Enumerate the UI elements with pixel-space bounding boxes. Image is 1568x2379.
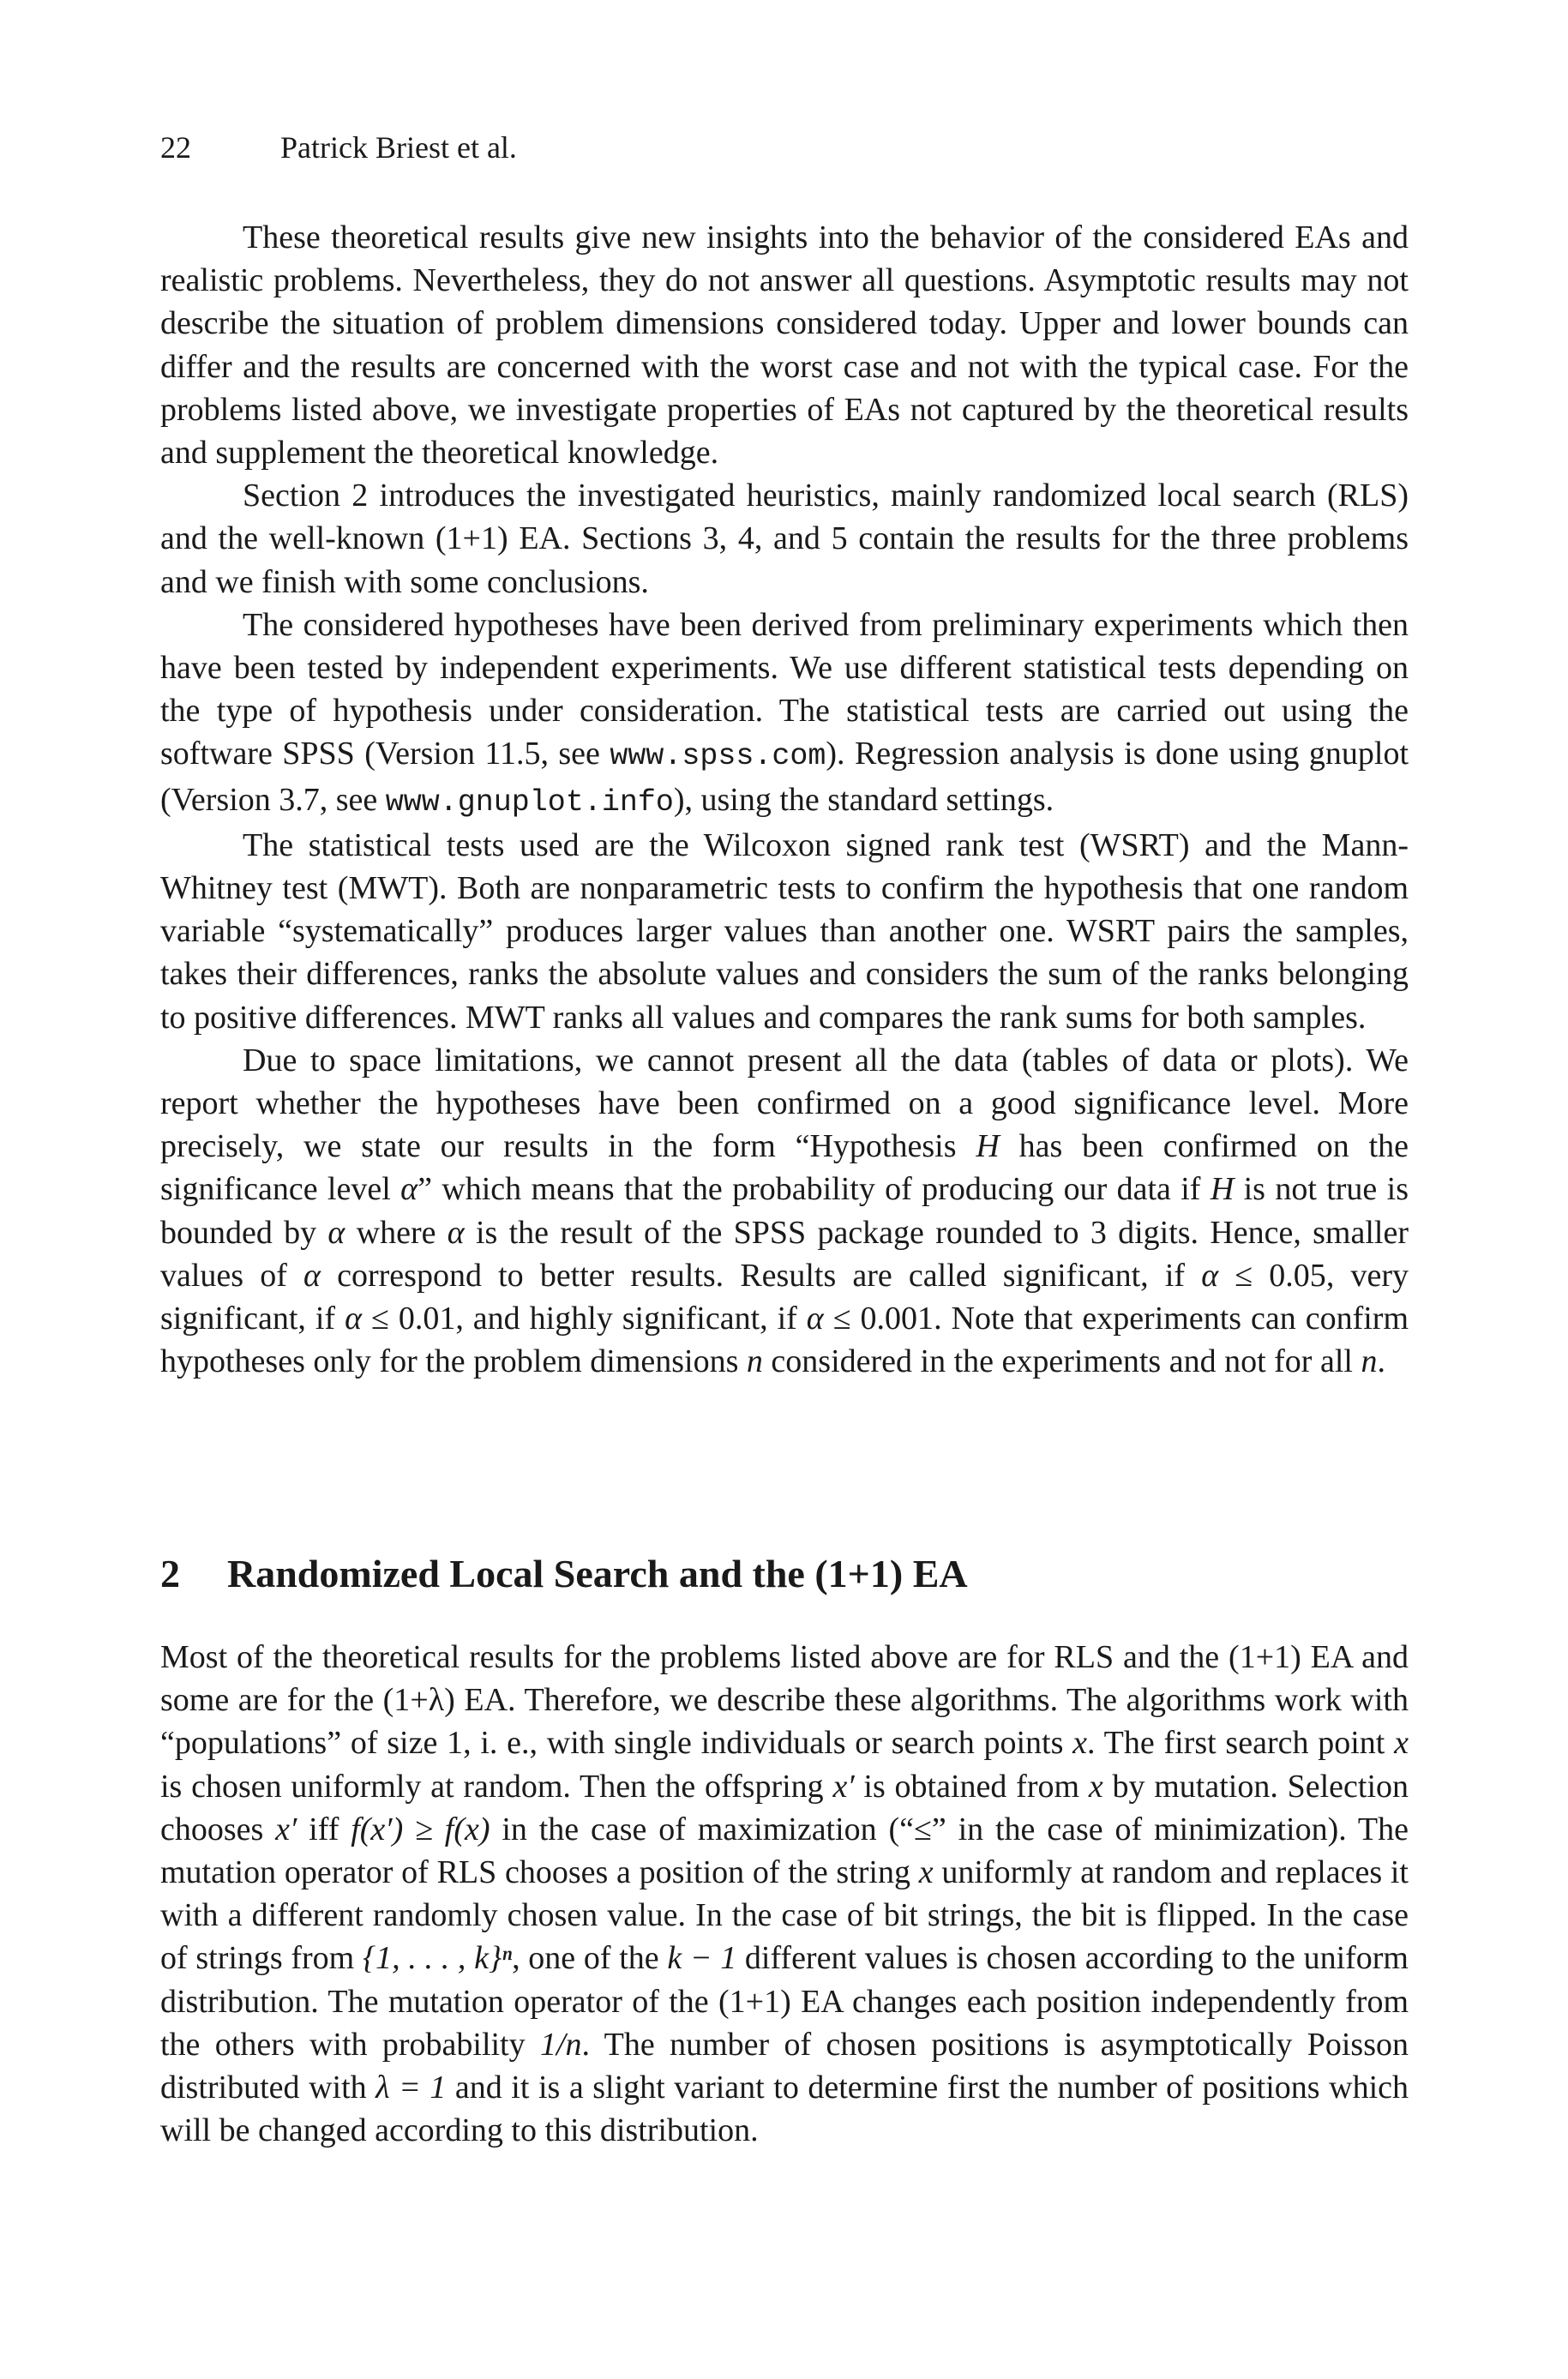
math-n: n xyxy=(1361,1343,1378,1380)
text-span: in the case of maximization (“≤” in the case of minimization). The mutation operator of RLS chooses a position of the string xyxy=(160,1811,1409,1891)
link-spss[interactable]: www.spss.com xyxy=(610,739,826,774)
text-span: different values is chosen according to the uniform distribution. The mutation operator of the (1+1) EA changes each position independently from the others with probability xyxy=(160,1940,1409,2063)
intro-body xyxy=(160,216,1409,1383)
text-span: . The first search point xyxy=(1087,1725,1395,1762)
math-H: H xyxy=(976,1128,1000,1165)
text-span: and it is a slight variant to determine first the number of positions which will be changed according to this distribution. xyxy=(160,2070,1409,2149)
text-span: ). Regression analysis is done using gnuplot (Version 3.7, see xyxy=(160,736,1409,818)
running-head-authors: Patrick Briest et al. xyxy=(280,130,517,165)
text-span: considered in the experiments and not for all xyxy=(762,1343,1361,1380)
text-span: is not true is bounded by xyxy=(160,1171,1409,1251)
text-span: has been confirmed on the significance level xyxy=(160,1128,1409,1208)
math-k-minus-1: k − 1 xyxy=(667,1940,737,1977)
text-span: . xyxy=(1377,1343,1385,1380)
text-span: is chosen uniformly at random. Then the offspring xyxy=(160,1768,833,1805)
math-condition: ≤ 0.01 xyxy=(362,1301,456,1337)
section-number: 2 xyxy=(160,1552,180,1595)
paragraph-tools xyxy=(160,604,1409,824)
text-span: The considered hypotheses have been derived from preliminary experiments which then have been tested by independent experiments. We use different statistical tests depending on the type of hypothesis under consideration. The statistical tests are carried out using the software SPSS (Version 11.5, see xyxy=(160,606,1409,772)
math-x: x xyxy=(1072,1725,1088,1762)
text-span: by mutation. Selection chooses xyxy=(160,1768,1409,1847)
text-span: . Note that experiments can confirm hypotheses only for the problem dimensions xyxy=(160,1301,1409,1380)
math-probability: 1/n xyxy=(539,2026,582,2063)
math-alpha: α xyxy=(345,1301,363,1337)
math-lambda: λ = 1 xyxy=(375,2070,447,2106)
math-condition: ≤ 0.05 xyxy=(1218,1257,1326,1294)
text-span: ), using the standard settings. xyxy=(673,781,1054,818)
text-span: . The number of chosen positions is asymptotically Poisson distributed with xyxy=(160,2026,1409,2106)
paragraph-rls-ea-description xyxy=(160,1636,1409,2152)
text-span: is obtained from xyxy=(854,1768,1089,1805)
section-body xyxy=(160,1636,1409,2152)
text-span: Due to space limitations, we cannot present all the data (tables of data or plots). We report whether the hypotheses have been confirmed on a good significance level. More precisely, we state our results in the form “Hypothesis xyxy=(160,1042,1409,1165)
math-selection-condition: f(x′) ≥ f(x) xyxy=(351,1811,490,1847)
math-string-set: {1, . . . , k}ⁿ xyxy=(362,1940,513,1977)
text-span: ” which means that the probability of producing our data if xyxy=(418,1171,1211,1208)
paragraph-theoretical-insights: These theoretical results give new insights into the behavior of the considered EAs and realistic problems. Nevertheless, they do not answer all questions. Asymptotic results may not describe the situation of problem dimensions considered today. Upper and lower bounds can differ and the results are concerned with the worst case and not with the typical case. For the problems listed above, we investigate properties of EAs not captured by the theoretical results and supplement the theoretical knowledge. xyxy=(160,219,1409,472)
math-x: x xyxy=(918,1854,934,1891)
math-x-prime: x′ xyxy=(832,1768,855,1805)
text-span: , one of the xyxy=(512,1940,668,1977)
link-gnuplot[interactable]: www.gnuplot.info xyxy=(385,784,674,820)
math-H: H xyxy=(1210,1171,1235,1208)
text-span: , and highly significant, if xyxy=(455,1301,807,1337)
math-n: n xyxy=(746,1343,763,1380)
paragraph-section-overview: Section 2 introduces the investigated heuristics, mainly randomized local search (RLS) and the well-known (1+1) EA. Sections 3, 4, and 5 contain the results for the three problems and we finish with some conclusions. xyxy=(160,478,1409,600)
running-header xyxy=(160,129,517,166)
math-x: x xyxy=(1088,1768,1103,1805)
math-alpha: α xyxy=(327,1214,345,1251)
text-span: uniformly at random and replaces it with a different randomly chosen value. In the case of bit strings, the bit is flipped. In the case of strings from xyxy=(160,1854,1409,1977)
math-x: x xyxy=(1394,1725,1409,1762)
paragraph-significance xyxy=(160,1039,1409,1384)
text-span: , very significant, if xyxy=(160,1257,1409,1337)
section-heading xyxy=(160,1550,968,1598)
math-alpha: α xyxy=(1201,1257,1219,1294)
text-span: Most of the theoretical results for the problems listed above are for RLS and the (1+1) EA and some are for the (1+λ) EA. Therefore, we describe these algorithms. The algorithms work with “populations” of size 1, i. e., with single individuals or search points xyxy=(160,1639,1409,1762)
paragraph-statistical-tests: The statistical tests used are the Wilcoxon signed rank test (WSRT) and the Mann-Whitney test (MWT). Both are nonparametric tests to confirm the hypothesis that one random variable “systematically” produces larger values than another one. WSRT pairs the samples, takes their differences, ranks the absolute values and considers the sum of the ranks belonging to positive differences. MWT ranks all values and compares the rank sums for both samples. xyxy=(160,826,1409,1036)
math-condition: ≤ 0.001 xyxy=(823,1301,934,1337)
math-alpha: α xyxy=(303,1257,321,1294)
text-span: iff xyxy=(297,1811,351,1847)
math-x-prime: x′ xyxy=(275,1811,297,1847)
text-span: correspond to better results. Results are called significant, if xyxy=(320,1257,1202,1294)
math-alpha: α xyxy=(806,1301,824,1337)
page-number: 22 xyxy=(160,130,191,165)
math-alpha: α xyxy=(447,1214,465,1251)
section-title: Randomized Local Search and the (1+1) EA xyxy=(227,1552,968,1595)
text-span: is the result of the SPSS package rounded to 3 digits. Hence, smaller values of xyxy=(160,1214,1409,1294)
text-span: where xyxy=(345,1214,448,1251)
math-alpha: α xyxy=(400,1171,418,1208)
